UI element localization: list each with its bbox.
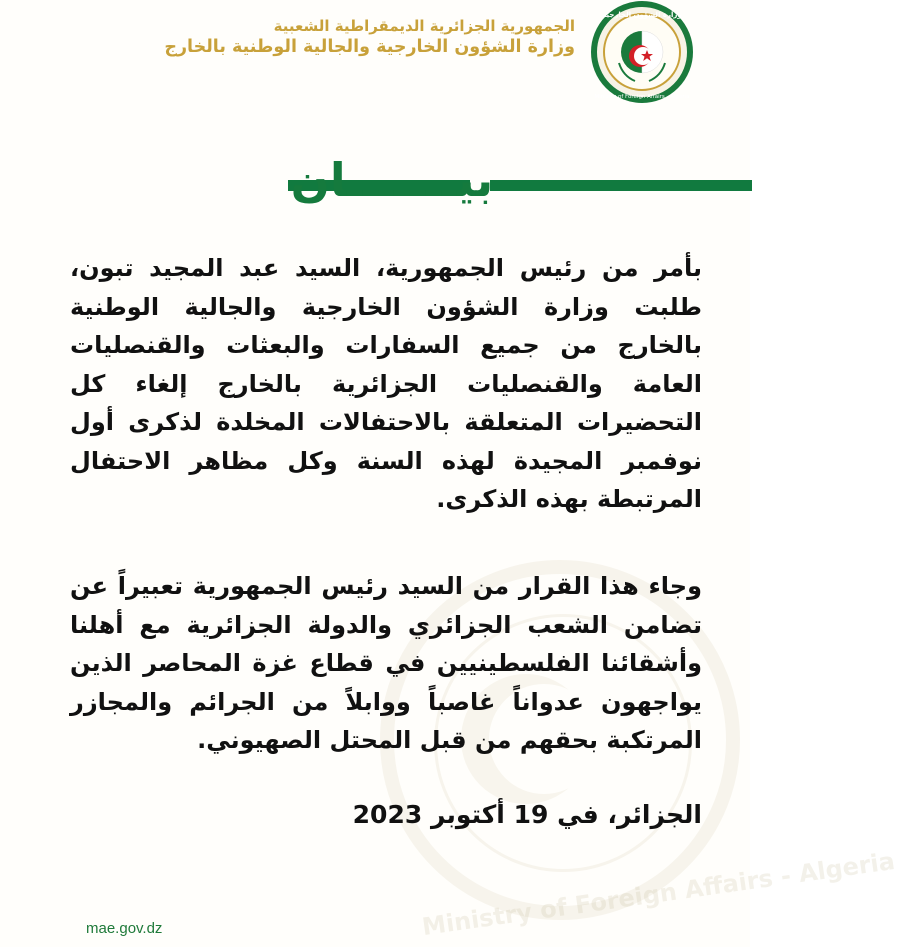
statement-date: الجزائر، في 19 أكتوبر 2023 xyxy=(352,800,702,829)
ministry-name: وزارة الشؤون الخارجية والجالية الوطنية بالخارج xyxy=(164,37,575,58)
statement-title: بيـــــــان xyxy=(290,153,494,207)
website-link[interactable]: mae.gov.dz xyxy=(86,920,163,937)
title-rule-right xyxy=(490,180,752,191)
statement-paragraph-2: وجاء هذا القرار من السيد رئيس الجمهورية تعبيراً عن تضامن الشعب الجزائري والدولة الجزائرية مع أهلنا وأشقائنا الفلسطينيين في قطاع غزة المحاصر الذين يواجهون عدواناً غاصباً ووابلاً من الجرائم والمجازر المرتكبة بحقهم من قبل المحتل الصهيوني. xyxy=(70,572,702,754)
ministry-emblem-logo xyxy=(583,1,701,103)
statement-paragraph-1: بأمر من رئيس الجمهورية، السيد عبد المجيد تبون، طلبت وزارة الشؤون الخارجية والجالية الوطنية بالخارج من جميع السفارات والبعثات والقنصليات العامة والقنصليات الجزائرية بالخارج إلغاء كل التحضيرات المتعلقة بالاحتفالات المخلدة لذكرى أول نوفمبر المجيدة لهذه السنة وكل مظاهر الاحتفال المرتبطة بهذه الذكرى. xyxy=(70,254,702,513)
republic-name: الجمهورية الجزائرية الديمقراطية الشعبية xyxy=(273,17,575,35)
watermark-text: Ministry of Foreign Affairs - Algeria xyxy=(420,846,897,942)
svg-text:Ministry of Foreign Affairs -: Ministry of Foreign Affairs - Algeria xyxy=(594,94,690,100)
svg-text:وزارة الشؤون الخارجية: وزارة الشؤون الخارجية xyxy=(602,11,682,19)
ministry-header xyxy=(164,16,575,60)
